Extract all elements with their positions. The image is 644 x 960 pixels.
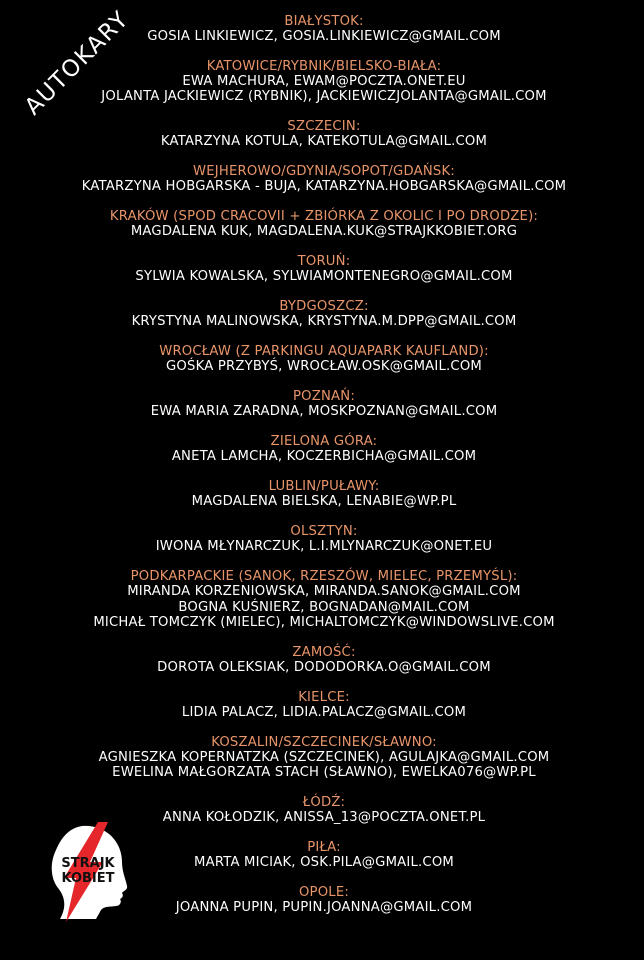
logo-line-1: STRAJK	[61, 856, 115, 871]
region-name: OPOLE:	[298, 884, 350, 900]
contact-line: DOROTA OLEKSIAK, DODODORKA.O@GMAIL.COM	[157, 659, 491, 675]
contact-line: EWELINA MAŁGORZATA STACH (SŁAWNO), EWELKA076@WP.PL	[112, 765, 536, 781]
region-block	[20, 389, 628, 419]
contact-line: MAGDALENA BIELSKA, LENABIE@WP.PL	[191, 494, 457, 510]
contact-line: JOANNA PUPIN, PUPIN.JOANNA@GMAIL.COM	[175, 900, 473, 916]
contact-line: AGNIESZKA KOPERNATZKA (SZCZECINEK), AGULAJKA@GMAIL.COM	[98, 749, 550, 765]
contact-line: LIDIA PALACZ, LIDIA.PALACZ@GMAIL.COM	[181, 704, 467, 720]
contact-line: ANNA KOŁODZIK, ANISSA_13@POCZTA.ONET.PL	[162, 810, 486, 826]
region-name: BIAŁYSTOK:	[284, 14, 364, 29]
region-block	[20, 59, 628, 105]
corner-title: AUTOKARY	[20, 6, 135, 121]
region-block	[20, 299, 628, 329]
region-name: POZNAŃ:	[293, 389, 355, 405]
region-name: ZIELONA GÓRA:	[270, 434, 378, 450]
region-name: PODKARPACKIE (SANOK, RZESZÓW, MIELEC, PRZEMYŚL):	[130, 569, 518, 585]
contact-line: MARTA MICIAK, OSK.PILA@GMAIL.COM	[194, 855, 454, 871]
region-block	[20, 119, 628, 149]
region-name: TORUŃ:	[297, 254, 351, 270]
region-block	[20, 524, 628, 554]
region-block	[20, 14, 628, 44]
region-name: OLSZTYN:	[290, 524, 358, 540]
region-name: WEJHEROWO/GDYNIA/SOPOT/GDAŃSK:	[193, 164, 455, 180]
region-name: BYDGOSZCZ:	[279, 299, 369, 315]
region-name: LUBLIN/PUŁAWY:	[268, 479, 380, 495]
contact-line: KRYSTYNA MALINOWSKA, KRYSTYNA.M.DPP@GMAIL.COM	[131, 314, 517, 330]
region-name: KIELCE:	[298, 689, 350, 705]
contact-line: GOSIA LINKIEWICZ, GOSIA.LINKIEWICZ@GMAIL.COM	[147, 29, 501, 45]
contact-line: SYLWIA KOWALSKA, SYLWIAMONTENEGRO@GMAIL.COM	[135, 269, 513, 285]
contact-line: MAGDALENA KUK, MAGDALENA.KUK@STRAJKKOBIET.ORG	[130, 224, 518, 240]
contact-line: MIRANDA KORZENIOWSKA, MIRANDA.SANOK@GMAIL.COM	[127, 584, 521, 600]
region-block	[20, 795, 628, 825]
logo-line-2: KOBIET	[61, 871, 115, 886]
contact-line: KATARZYNA HOBGARSKA - BUJA, KATARZYNA.HOBGARSKA@GMAIL.COM	[81, 179, 567, 195]
region-block	[20, 569, 628, 630]
region-list	[20, 14, 628, 930]
contact-line: IWONA MŁYNARCZUK, L.I.MLYNARCZUK@ONET.EU	[155, 539, 493, 555]
region-block	[20, 690, 628, 720]
region-block	[20, 434, 628, 464]
region-block	[20, 254, 628, 284]
contact-line: EWA MARIA ZARADNA, MOSKPOZNAN@GMAIL.COM	[150, 404, 498, 420]
region-name: WROCŁAW (Z PARKINGU AQUAPARK KAUFLAND):	[159, 344, 489, 360]
region-name: ZAMOŚĆ:	[292, 644, 356, 660]
contact-line: GOŚKA PRZYBYŚ, WROCŁAW.OSK@GMAIL.COM	[166, 359, 482, 375]
region-name: KATOWICE/RYBNIK/BIELSKO-BIAŁA:	[206, 59, 442, 74]
region-block	[20, 479, 628, 509]
region-name: KOSZALIN/SZCZECINEK/SŁAWNO:	[211, 734, 437, 750]
region-block	[20, 735, 628, 781]
contact-line: BOGNA KUŚNIERZ, BOGNADAN@MAIL.COM	[178, 599, 470, 615]
contact-line: MICHAŁ TOMCZYK (MIELEC), MICHALTOMCZYK@WINDOWSLIVE.COM	[93, 614, 555, 630]
region-block	[20, 645, 628, 675]
contact-line: ANETA LAMCHA, KOCZERBICHA@GMAIL.COM	[171, 449, 477, 465]
strajk-kobiet-logo	[46, 822, 130, 922]
contact-line: EWA MACHURA, EWAM@POCZTA.ONET.EU	[182, 74, 466, 90]
region-name: ŁÓDŹ:	[302, 794, 346, 810]
contact-line: JOLANTA JACKIEWICZ (RYBNIK), JACKIEWICZJOLANTA@GMAIL.COM	[101, 89, 547, 105]
region-block	[20, 164, 628, 194]
region-block	[20, 344, 628, 374]
region-name: KRAKÓW (SPOD CRACOVII + ZBIÓRKA Z OKOLIC I PO DRODZE):	[109, 209, 539, 225]
region-name: PIŁA:	[307, 839, 341, 855]
contact-line: KATARZYNA KOTULA, KATEKOTULA@GMAIL.COM	[160, 134, 488, 150]
region-block	[20, 209, 628, 239]
region-name: SZCZECIN:	[287, 119, 361, 135]
